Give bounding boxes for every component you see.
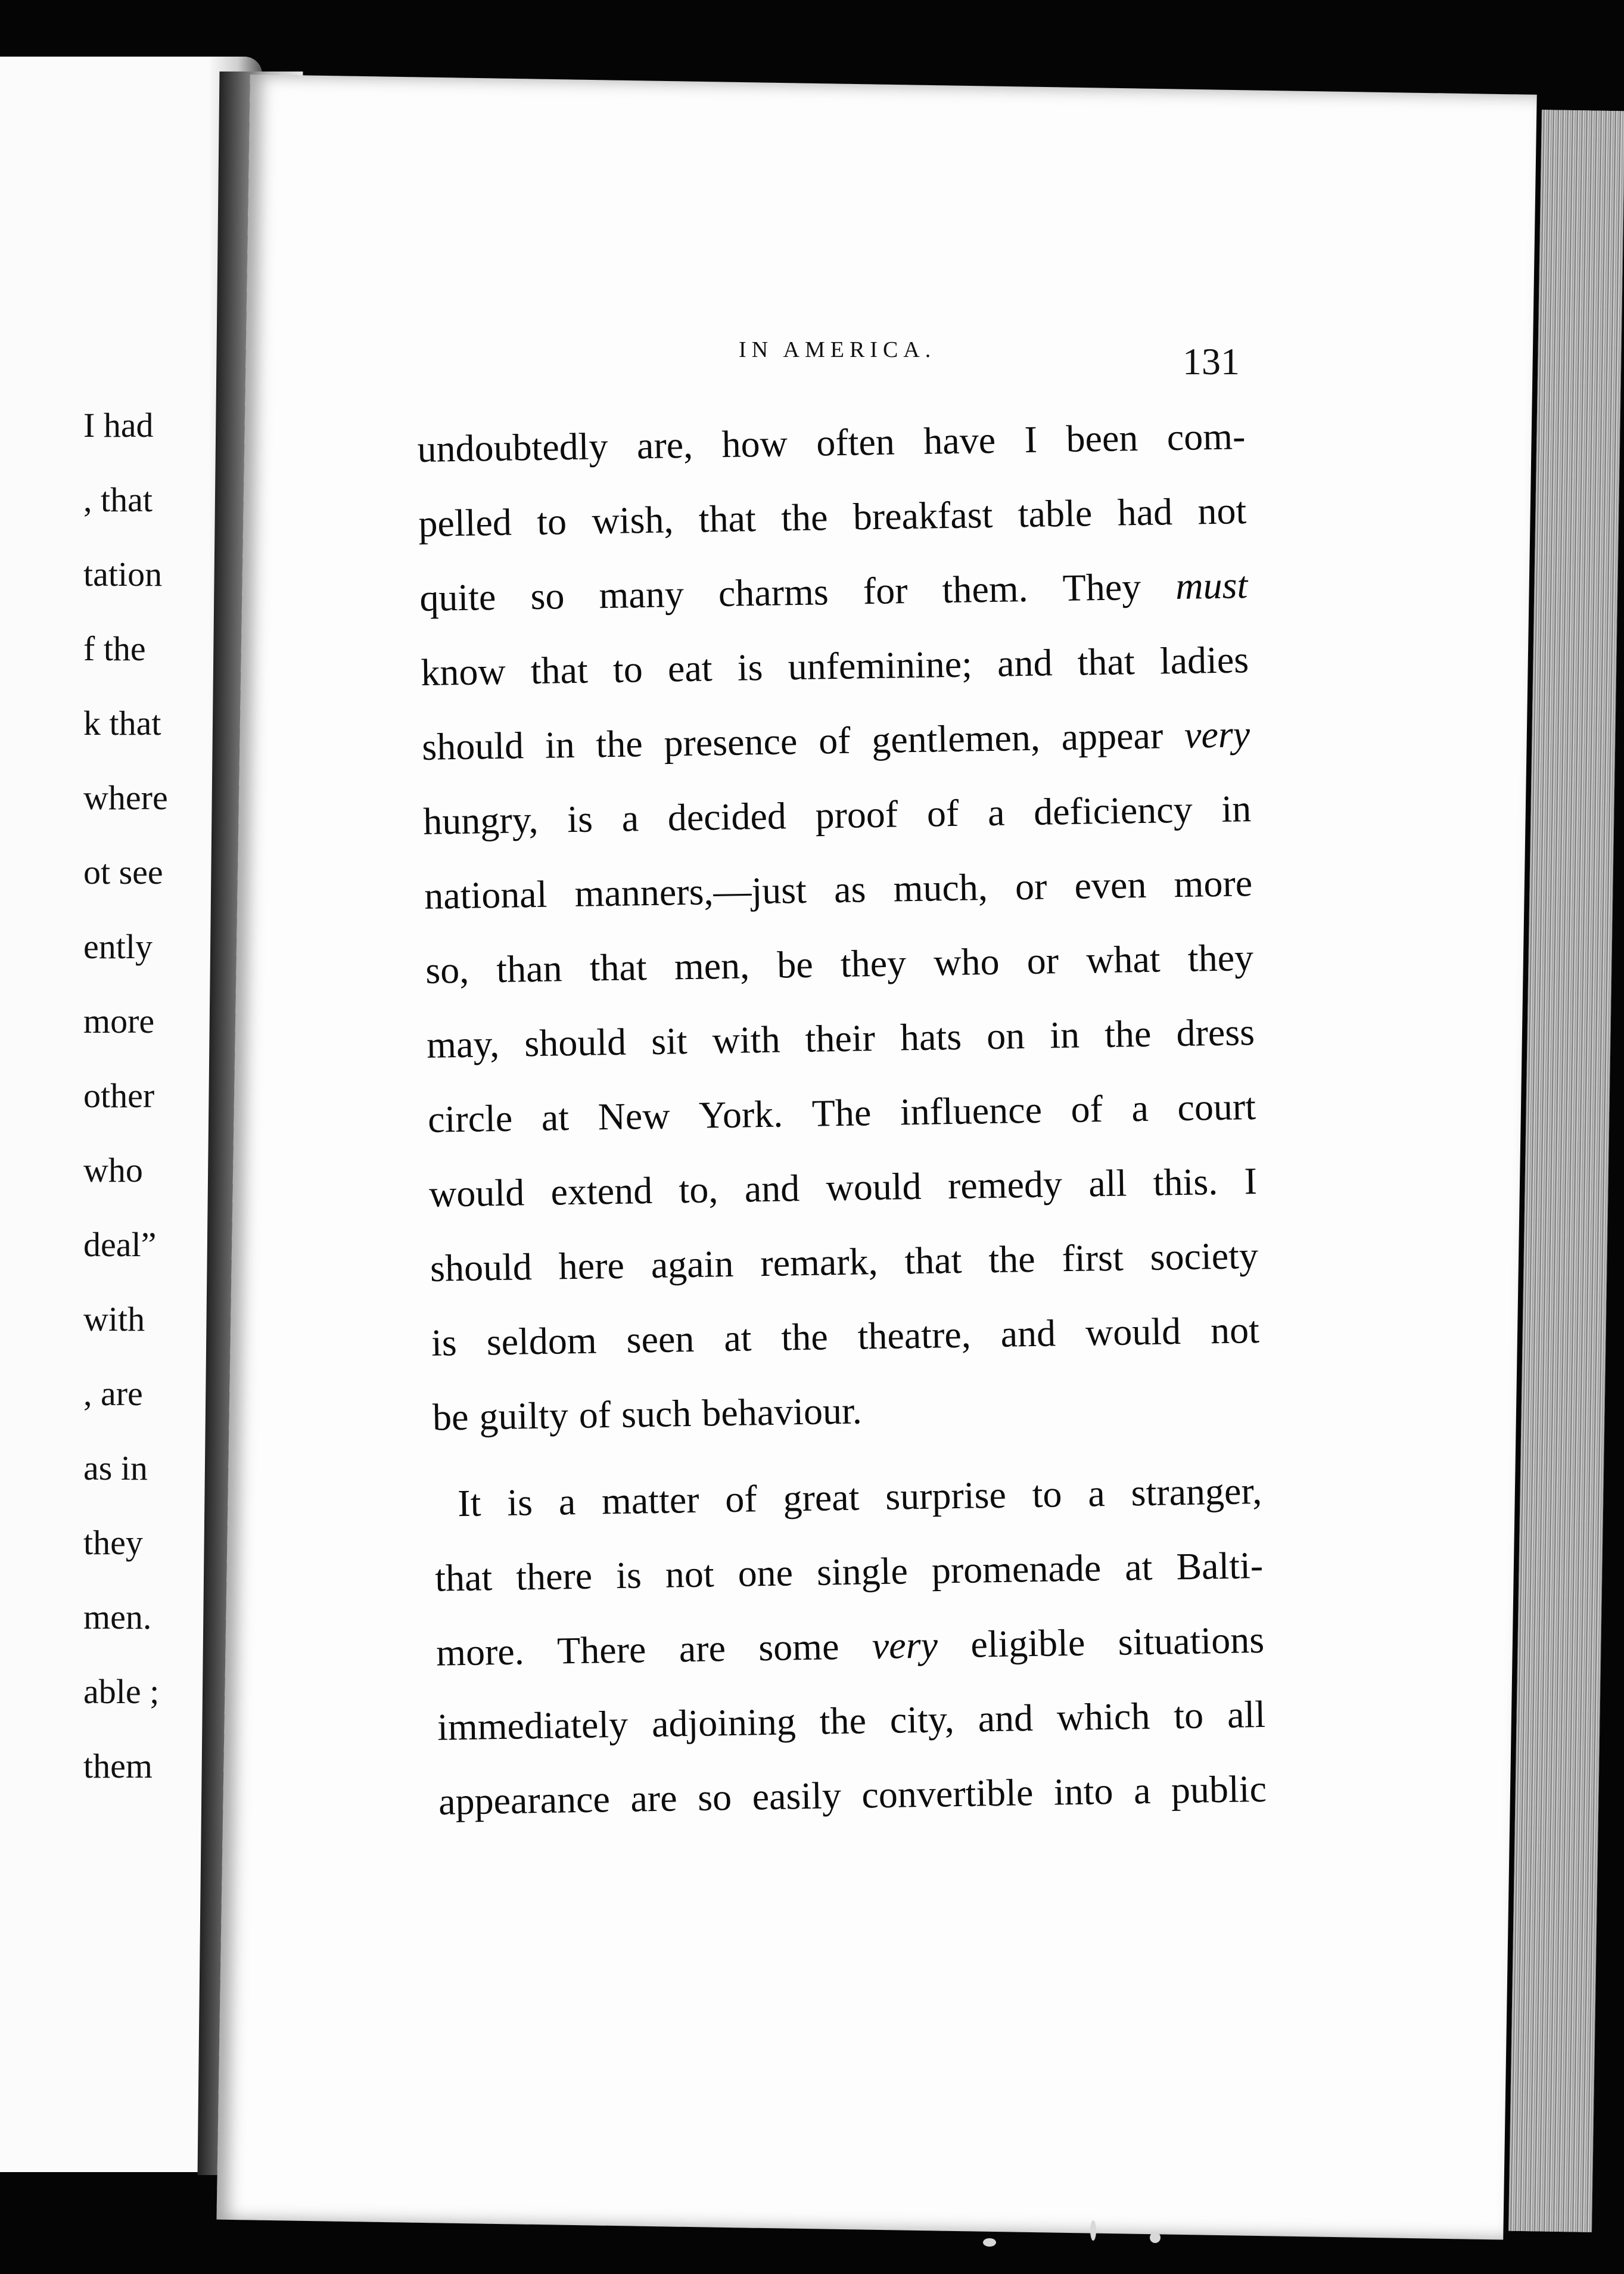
word: of [926, 791, 959, 835]
word: the [595, 722, 643, 766]
word: to [536, 500, 567, 543]
word: eat [667, 647, 713, 690]
word: is [431, 1321, 458, 1364]
word: table [1018, 492, 1093, 536]
word: them. [942, 567, 1029, 611]
word: deficiency [1033, 788, 1193, 833]
word: there [515, 1554, 593, 1598]
word: a [1087, 1472, 1106, 1515]
word: They [1062, 565, 1141, 610]
word: would [826, 1164, 922, 1209]
word: that [530, 648, 589, 692]
word: know [420, 650, 506, 694]
word: that [1077, 640, 1135, 684]
word: some [758, 1625, 839, 1669]
word: The [811, 1091, 872, 1135]
left-page-line: they [83, 1523, 143, 1562]
word: should [421, 724, 524, 768]
word: that [904, 1238, 963, 1282]
word: wish, [591, 498, 674, 542]
word: than [496, 947, 563, 991]
word: more [1174, 862, 1253, 906]
left-page-line: , are [83, 1374, 143, 1413]
left-page-line: deal” [83, 1225, 157, 1264]
left-page-line: them [83, 1747, 153, 1785]
word: extend [550, 1169, 653, 1213]
word: very [872, 1623, 938, 1667]
word: a [1131, 1086, 1149, 1130]
word: manners,—just [574, 868, 807, 915]
word: Balti- [1175, 1543, 1264, 1588]
word: New [598, 1094, 671, 1138]
word: what [1085, 937, 1161, 981]
word: the [1104, 1012, 1152, 1055]
left-page-line: with [83, 1300, 145, 1338]
word: presence [663, 720, 798, 765]
word: a [1133, 1769, 1151, 1812]
word: all [1227, 1692, 1266, 1736]
text-line [427, 1085, 1257, 1175]
word: often [816, 420, 895, 464]
word: remedy [947, 1163, 1063, 1207]
word: behaviour. [701, 1389, 863, 1434]
word: are, [636, 423, 693, 467]
word: with [712, 1018, 781, 1062]
word: a [987, 791, 1005, 834]
word: gentlemen, [871, 716, 1041, 762]
word: breakfast [853, 493, 993, 538]
word: or [1026, 939, 1059, 983]
word: convertible [861, 1771, 1034, 1816]
word: this. [1153, 1160, 1218, 1204]
word: single [816, 1549, 909, 1593]
left-page-line: I had [83, 406, 154, 445]
word: or [1015, 865, 1047, 908]
word: a [621, 797, 639, 840]
word: in [545, 723, 575, 766]
word: theatre, [857, 1313, 972, 1357]
word: first [1061, 1236, 1124, 1280]
word: and [1000, 1312, 1056, 1355]
word: of [818, 719, 851, 762]
word: not [1210, 1308, 1260, 1352]
word: eligible [970, 1621, 1085, 1666]
word: in [1221, 787, 1252, 830]
word: must [1175, 564, 1248, 608]
word: York. [698, 1092, 783, 1136]
word: as [833, 868, 866, 911]
word: which [1056, 1694, 1150, 1739]
word: society [1150, 1234, 1259, 1278]
word: that [698, 497, 757, 540]
word: promenade [931, 1546, 1102, 1592]
word: is [567, 797, 593, 841]
word: they [1187, 936, 1254, 980]
word: proof [814, 793, 898, 837]
word: the [988, 1237, 1036, 1281]
word: not [665, 1552, 715, 1596]
word: should [524, 1020, 627, 1065]
word: unfeminine; [788, 642, 973, 688]
left-page-line: other [83, 1076, 155, 1115]
word: should [430, 1245, 533, 1290]
word: matter [601, 1478, 700, 1523]
left-page-line: , that [83, 480, 153, 519]
word: sit [651, 1020, 688, 1063]
word: of [578, 1393, 611, 1436]
left-page-line: men. [83, 1598, 152, 1636]
word: such [621, 1391, 692, 1436]
word: appear [1061, 714, 1163, 759]
word: undoubtedly [416, 424, 608, 470]
word: hungry, [422, 798, 539, 843]
word: that [434, 1556, 493, 1599]
word: surprise [885, 1473, 1007, 1518]
word: who [933, 940, 1000, 984]
word: immediately [437, 1703, 629, 1748]
word: be [432, 1395, 469, 1439]
word: may, [426, 1022, 500, 1066]
word: to [1032, 1472, 1063, 1515]
word: at [541, 1096, 570, 1139]
word: they [840, 942, 907, 985]
word: here [558, 1244, 625, 1288]
word: is [506, 1481, 533, 1524]
left-page-line: tation [83, 555, 163, 594]
word: dress [1175, 1011, 1255, 1055]
word: to [1173, 1694, 1204, 1737]
word: great [782, 1475, 860, 1520]
word: be [776, 943, 814, 986]
word: for [863, 569, 909, 613]
word: in [1049, 1013, 1080, 1057]
word: appearance [438, 1778, 611, 1823]
word: on [986, 1014, 1025, 1058]
word: court [1177, 1085, 1256, 1129]
word: to [612, 648, 643, 691]
left-page-line: who [83, 1151, 143, 1189]
left-page-line: ently [83, 927, 153, 966]
word: would [1085, 1310, 1181, 1354]
word: one [738, 1551, 794, 1595]
word: seldom [486, 1319, 598, 1363]
word: had [1117, 490, 1173, 534]
word: I [1244, 1160, 1258, 1203]
word: hats [900, 1015, 962, 1059]
word: at [1124, 1545, 1153, 1589]
word: and [744, 1167, 800, 1210]
word: not [1197, 489, 1247, 533]
word: have [923, 418, 996, 462]
word: national [424, 872, 547, 917]
word: seen [626, 1317, 695, 1361]
word: even [1074, 863, 1147, 907]
text-line [431, 1308, 1261, 1399]
word: easily [752, 1774, 842, 1818]
word: com- [1166, 415, 1246, 459]
word: that [589, 946, 648, 989]
word: a [558, 1480, 576, 1523]
word: guilty [478, 1394, 569, 1438]
body-text [417, 417, 1267, 1857]
word: and [997, 641, 1053, 685]
word: so, [425, 948, 469, 992]
word: situations [1118, 1618, 1265, 1663]
left-page-line: ot see [83, 853, 163, 891]
left-page-line: f the [83, 629, 146, 668]
word: the [780, 496, 828, 539]
left-page-line: more [83, 1002, 155, 1040]
word: very [1184, 713, 1250, 756]
text-line [429, 1162, 1258, 1250]
text-line [438, 1767, 1268, 1857]
word: into [1053, 1769, 1113, 1813]
left-page-line: k that [83, 704, 161, 743]
word: It [457, 1481, 481, 1525]
word: so [530, 574, 565, 618]
word: pelled [418, 501, 512, 545]
word: influence [900, 1088, 1043, 1133]
left-page-line: able ; [83, 1672, 160, 1711]
word: is [615, 1554, 642, 1596]
word: would [428, 1171, 525, 1215]
word: all [1088, 1161, 1127, 1205]
word: much, [893, 866, 988, 910]
word: at [723, 1316, 752, 1360]
left-page-line: as in [83, 1449, 148, 1487]
running-head: IN AMERICA. [739, 337, 937, 362]
word: of [1070, 1088, 1103, 1130]
text-line [433, 1385, 1262, 1473]
word: is [737, 645, 763, 689]
word: the [780, 1315, 829, 1359]
word: ladies [1159, 638, 1249, 682]
word: remark, [760, 1240, 879, 1285]
word: quite [419, 575, 496, 619]
word: and [978, 1697, 1034, 1740]
word: There [556, 1628, 646, 1672]
word: been [1065, 416, 1138, 460]
word: I [1024, 418, 1038, 461]
word: are [630, 1776, 678, 1820]
word: city, [889, 1698, 955, 1741]
word: more. [435, 1630, 525, 1674]
word: again [651, 1242, 734, 1286]
word: how [721, 422, 788, 465]
word: the [819, 1699, 867, 1742]
word: men, [674, 944, 750, 988]
word: circle [427, 1096, 513, 1141]
word: public [1171, 1767, 1267, 1812]
word: their [805, 1017, 876, 1060]
word: decided [667, 794, 787, 839]
word: many [599, 573, 685, 617]
word: stranger, [1131, 1469, 1262, 1514]
word: to, [678, 1168, 718, 1211]
word: are [679, 1627, 726, 1670]
page-number: 131 [1183, 340, 1240, 383]
left-page-line: where [83, 778, 168, 817]
word: of [724, 1477, 758, 1521]
word: so [697, 1775, 732, 1819]
word: charms [718, 570, 829, 615]
word: adjoining [651, 1700, 797, 1745]
